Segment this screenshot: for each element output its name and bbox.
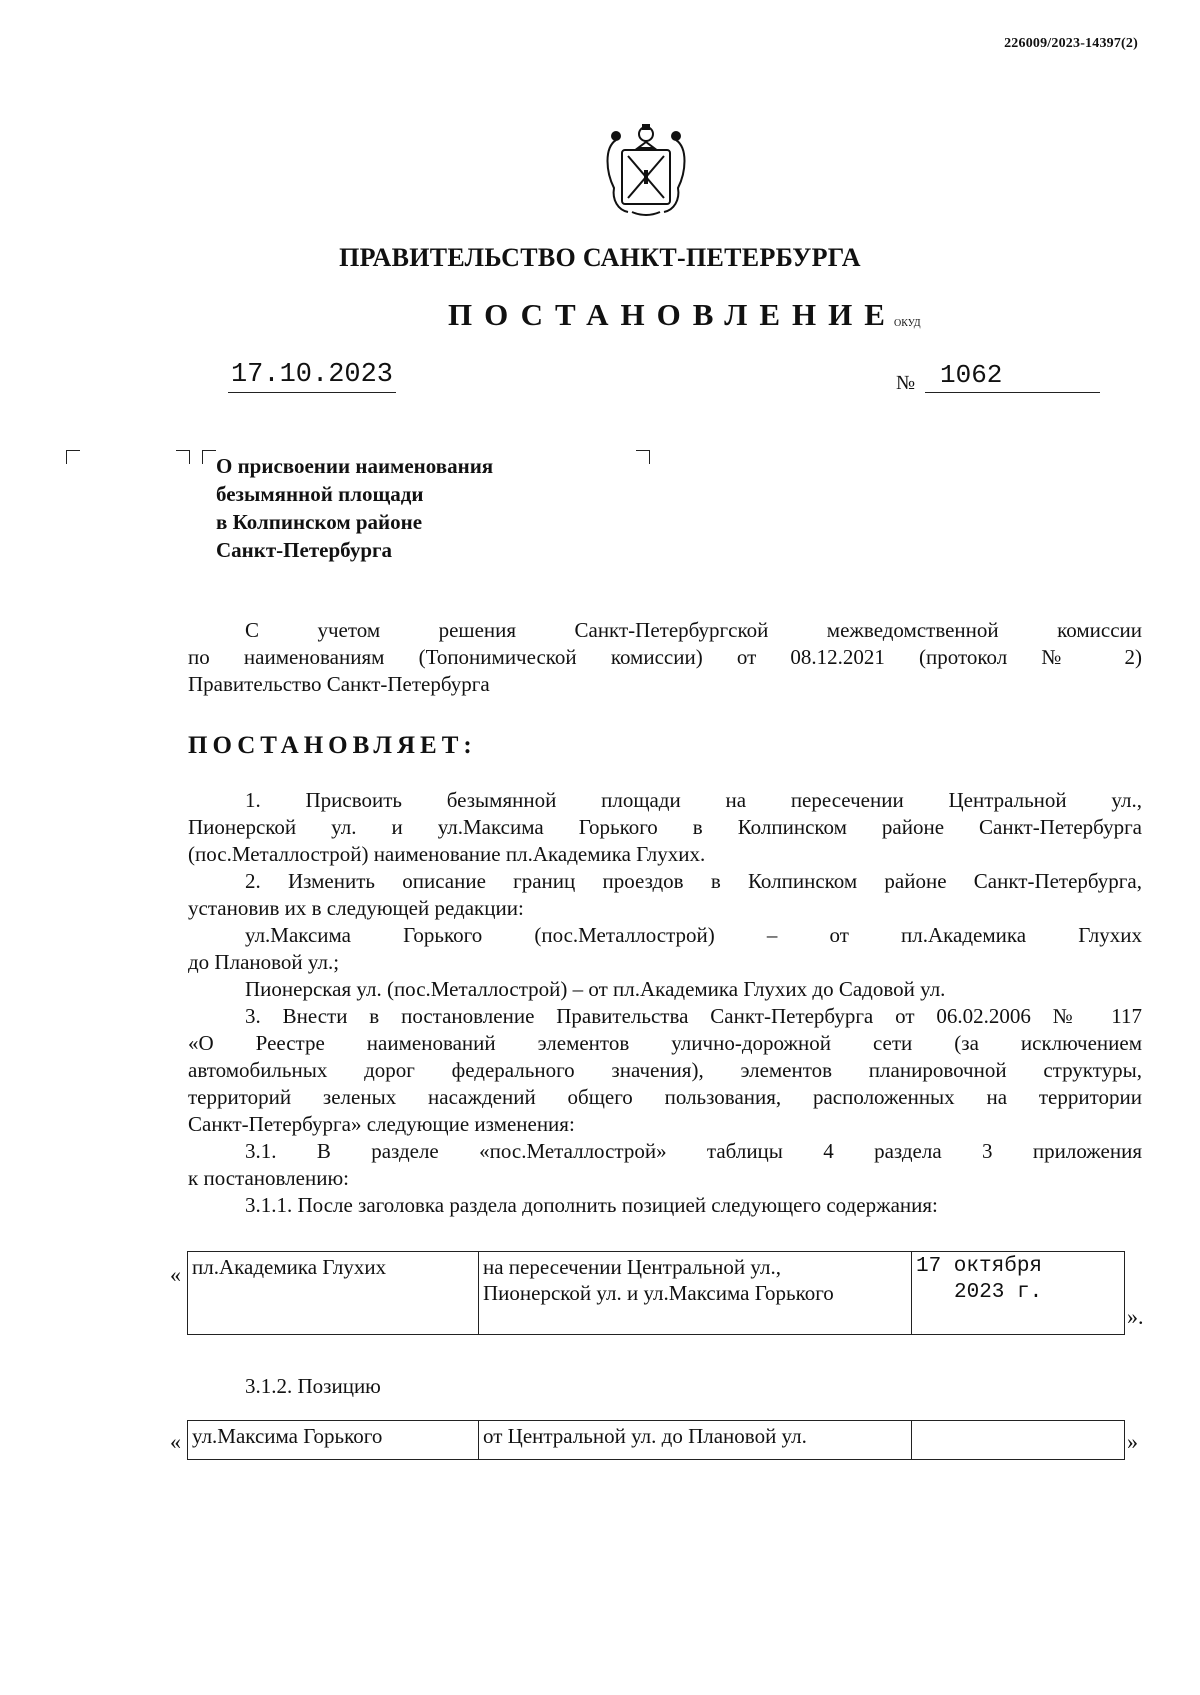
- subject-corner-mark-left: [202, 450, 216, 464]
- body-line: «О Реестре наименований элементов улично-дорожной сети (за исключением: [188, 1031, 1142, 1055]
- body-line: 3.1.1. После заголовка раздела дополнить позицией следующего содержания:: [245, 1193, 938, 1217]
- document-date: 17.10.2023: [228, 360, 396, 393]
- subject-line: безымянной площади: [216, 482, 424, 506]
- table2-desc-cell: от Центральной ул. до Плановой ул.: [479, 1421, 912, 1460]
- document-number: 1062: [925, 360, 1100, 393]
- body-line: до Плановой ул.;: [188, 950, 340, 974]
- table2-name-cell: ул.Максима Горького: [188, 1421, 479, 1460]
- body-line: Пионерская ул. (пос.Металлострой) – от пл.Академика Глухих до Садовой ул.: [245, 977, 946, 1001]
- subject-line: О присвоении наименования: [216, 454, 494, 478]
- okud-label: ОКУД: [894, 318, 921, 329]
- body-line: 3. Внести в постановление Правительства Санкт-Петербурга от 06.02.2006 № 117: [245, 1004, 1142, 1028]
- decree-body: [188, 787, 1142, 1219]
- body-line: автомобильных дорог федерального значения), элементов планировочной структуры,: [188, 1058, 1142, 1082]
- table1-name-cell: пл.Академика Глухих: [188, 1252, 479, 1335]
- table-row: [188, 1421, 1125, 1460]
- body-line: установив их в следующей редакции:: [188, 896, 524, 920]
- table2-open-quote: «: [170, 1429, 181, 1454]
- preamble-line: по наименованиям (Топонимической комиссии) от 08.12.2021 (протокол № 2): [188, 645, 1142, 669]
- body-line: Пионерской ул. и ул.Максима Горького в Колпинском районе Санкт-Петербурга: [188, 815, 1142, 839]
- table1-desc-line: на пересечении Центральной ул.,: [483, 1255, 781, 1279]
- body-line: к постановлению:: [188, 1166, 349, 1190]
- table-row: [188, 1252, 1125, 1335]
- table2-close-quote: »: [1127, 1429, 1138, 1454]
- position-paragraph: [188, 1373, 1142, 1400]
- subject-line: в Колпинском районе: [216, 510, 423, 534]
- decree-word: ПОСТАНОВЛЯЕТ:: [188, 732, 477, 759]
- preamble-paragraph: [188, 617, 1142, 698]
- body-line: 3.1. В разделе «пос.Металлострой» таблицы 4 раздела 3 приложения: [245, 1139, 1142, 1163]
- table1-date-cell: [912, 1252, 1125, 1335]
- table1-date-line: 17 октября: [916, 1255, 1043, 1278]
- left-corner-mark: [66, 450, 80, 464]
- number-sign: №: [896, 372, 916, 394]
- table1-date-line: 2023 г.: [954, 1281, 1043, 1304]
- body-line: ул.Максима Горького (пос.Металлострой) – от пл.Академика Глухих: [245, 923, 1142, 947]
- body-line: территорий зеленых насаждений общего пользования, расположенных на территории: [188, 1085, 1142, 1109]
- subject-line: Санкт-Петербурга: [216, 538, 393, 562]
- body-line: Санкт-Петербурга» следующие изменения:: [188, 1112, 575, 1136]
- new-position-table: [187, 1251, 1125, 1335]
- subject-corner-mark-right: [176, 450, 190, 464]
- coat-of-arms-emblem: [598, 120, 694, 220]
- body-line: 3.1.2. Позицию: [245, 1374, 381, 1398]
- right-corner-mark: [636, 450, 650, 464]
- body-line: 1. Присвоить безымянной площади на пересечении Центральной ул.,: [245, 788, 1142, 812]
- table1-desc-cell: [479, 1252, 912, 1335]
- table2-date-cell: [912, 1421, 1125, 1460]
- document-type-title: ПОСТАНОВЛЕНИЕ: [448, 297, 897, 332]
- table1-close-quote: ».: [1127, 1304, 1144, 1329]
- document-subject: [216, 452, 493, 564]
- preamble-line: С учетом решения Санкт-Петербургской межведомственной комиссии: [245, 618, 1142, 642]
- existing-position-table: [187, 1420, 1125, 1460]
- preamble-line: Правительство Санкт-Петербурга: [188, 672, 490, 696]
- table1-open-quote: «: [170, 1262, 181, 1287]
- body-line: 2. Изменить описание границ проездов в Колпинском районе Санкт-Петербурга,: [245, 869, 1142, 893]
- document-registration-id: 226009/2023-14397(2): [1004, 36, 1138, 51]
- table1-desc-line: Пионерской ул. и ул.Максима Горького: [483, 1281, 834, 1305]
- government-name: ПРАВИТЕЛЬСТВО САНКТ-ПЕТЕРБУРГА: [339, 243, 861, 272]
- body-line: (пос.Металлострой) наименование пл.Академика Глухих.: [188, 842, 706, 866]
